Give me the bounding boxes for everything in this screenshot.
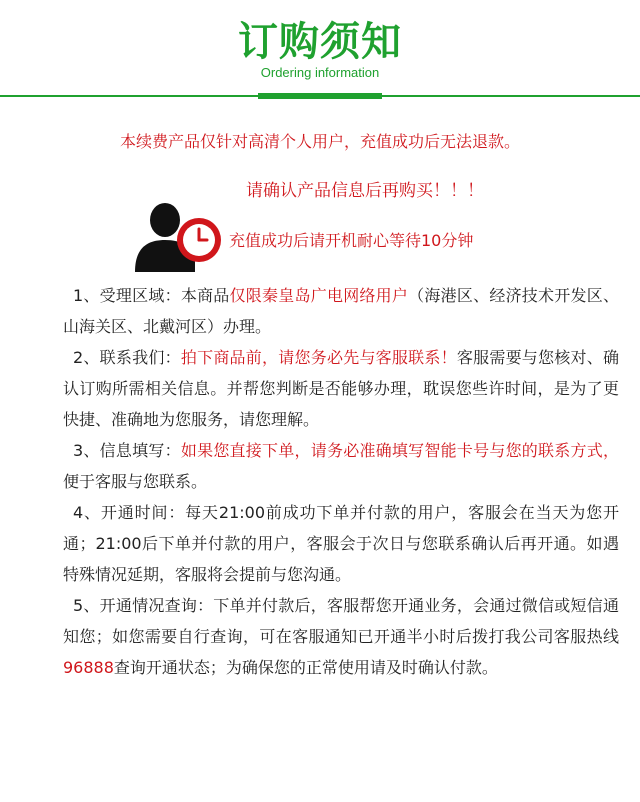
wait-notice: 充值成功后请开机耐心等待10分钟 [229, 231, 474, 250]
instruction-item-query [63, 590, 619, 683]
item-lead: 3、信息填写： [73, 441, 181, 460]
instruction-item-contact [63, 342, 619, 435]
confirm-notice: 请确认产品信息后再购买！！！ [246, 181, 484, 201]
instructions-list [63, 280, 619, 683]
item-tail: 查询开通状态；为确保您的正常使用请及时确认付款。 [113, 658, 498, 677]
item-tail: （海港区、经济技术开发区、山海关区、北戴河区）办理。 [63, 286, 619, 336]
item-lead: 2、联系我们： [73, 348, 181, 367]
page-title: 订购须知 [238, 19, 402, 65]
person-silhouette-icon [133, 196, 233, 272]
waiting-illustration [133, 196, 233, 272]
instruction-item-time [63, 497, 619, 590]
item-lead: 5、开通情况查询：下单并付款后，客服帮您开通业务，会通过微信或短信通知您；如您需要自行查询，可在客服通知已开通半小时后拨打我公司客服热线 [63, 596, 619, 646]
item-highlight: 仅限秦皇岛广电网络用户 [229, 286, 409, 305]
instruction-item-info [63, 435, 619, 497]
item-highlight: 拍下商品前，请您务必先与客服联系！ [180, 348, 457, 367]
item-tail: 便于客服与您联系。 [63, 472, 208, 491]
item-highlight: 如果您直接下单，请务必准确填写智能卡号与您的联系方式， [180, 441, 619, 460]
clock-icon [177, 218, 221, 262]
item-lead: 1、受理区域：本商品 [73, 286, 230, 305]
header [0, 0, 640, 100]
item-tail: 客服需要与您核对、确认订购所需相关信息。并帮您判断是否能够办理，耽误您些许时间，是为了更快捷、准确地为您服务，请您理解。 [63, 348, 619, 429]
page-subtitle: Ordering information [260, 65, 380, 80]
header-accent-bar [258, 93, 382, 99]
refund-notice: 本续费产品仅针对高清个人用户，充值成功后无法退款。 [119, 132, 520, 151]
instruction-item-region [63, 280, 619, 342]
item-lead: 4、开通时间：每天21:00前成功下单并付款的用户，客服会在当天为您开通；21:00后下单并付款的用户，客服会于次日与您联系确认后再开通。如遇特殊情况延期，客服将会提前与您沟通。 [63, 503, 619, 584]
hotline-number: 96888 [63, 658, 114, 677]
